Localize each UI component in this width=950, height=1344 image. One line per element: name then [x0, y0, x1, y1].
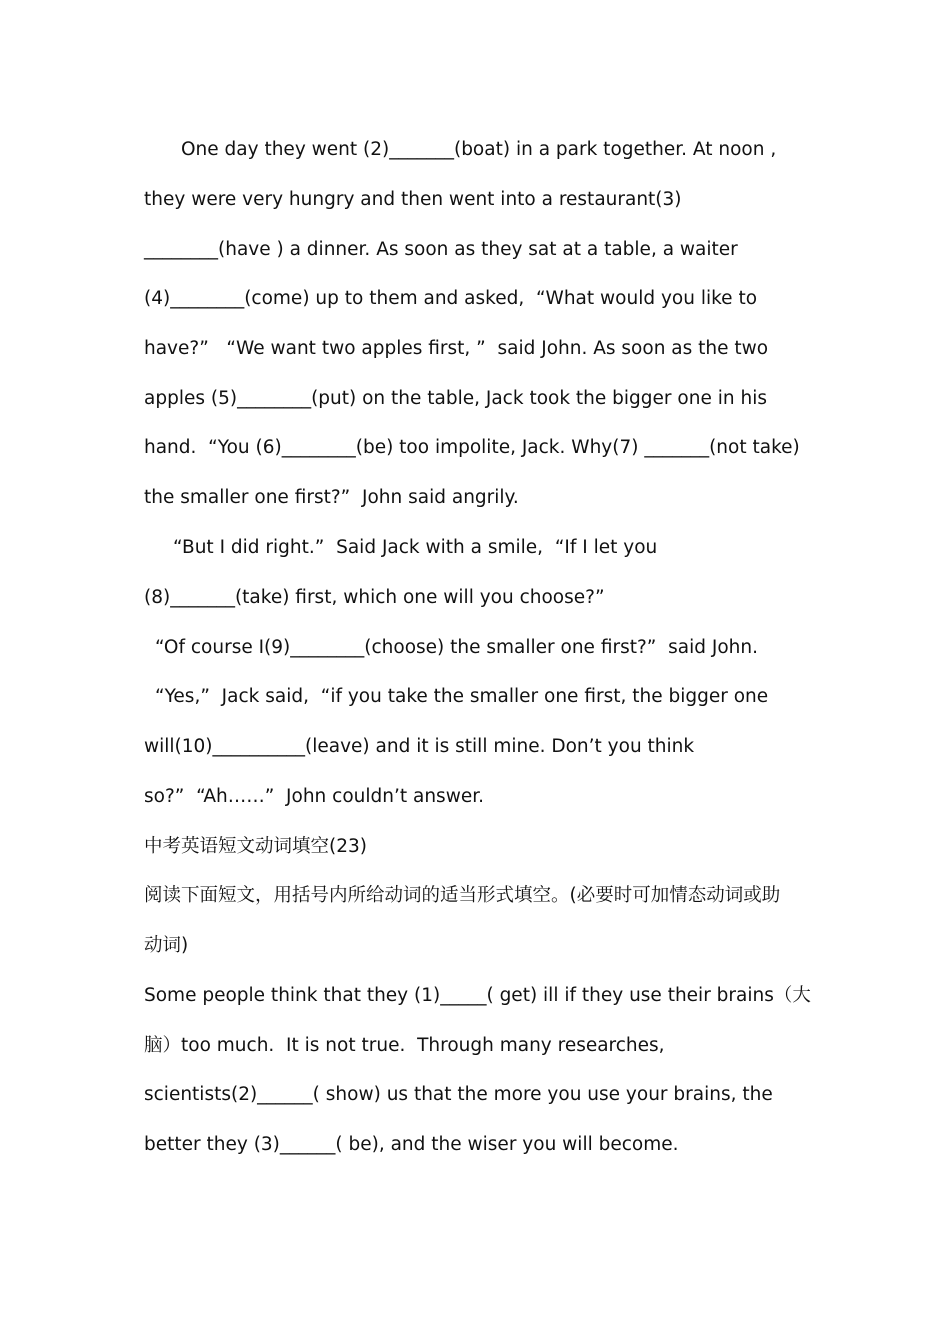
instructions-continued: 动词)	[144, 935, 189, 956]
text-line: “Of course I(9)________(choose) the smaller one first?” said John.	[155, 637, 758, 658]
text-line: (4)________(come) up to them and asked, “What would you like to	[144, 288, 758, 309]
text-line: will(10)__________(leave) and it is still mine. Don’t you think	[144, 736, 695, 757]
text-line: apples (5)________(put) on the table, Jack took the bigger one in his	[144, 388, 767, 409]
text-line: better they (3)______( be), and the wiser you will become.	[144, 1134, 679, 1155]
text-line: the smaller one first?” John said angrily.	[144, 487, 519, 508]
text-line: “Yes,” Jack said, “if you take the smaller one first, the bigger one	[155, 686, 769, 707]
instructions: 阅读下面短文，用括号内所给动词的适当形式填空。(必要时可加情态动词或助	[144, 885, 781, 906]
text-line: (8)_______(take) first, which one will you choose?”	[144, 587, 605, 608]
text-line: ________(have ) a dinner. As soon as they sat at a table, a waiter	[144, 239, 738, 260]
text-line: have?” “We want two apples first, ” said John. As soon as the two	[144, 338, 769, 359]
text-line: so?” “Ah……” John couldn’t answer.	[144, 786, 484, 807]
text-line: scientists(2)______( show) us that the more you use your brains, the	[144, 1084, 773, 1105]
text-line: One day they went (2)_______(boat) in a park together. At noon ,	[181, 139, 777, 160]
text-line: “But I did right.” Said Jack with a smile, “If I let you	[173, 537, 658, 558]
text-line: Some people think that they (1)_____( get) ill if they use their brains（大	[144, 985, 811, 1006]
text-line: hand. “You (6)________(be) too impolite, Jack. Why(7) _______(not take)	[144, 437, 800, 458]
text-line: they were very hungry and then went into a restaurant(3)	[144, 189, 682, 210]
section-title: 中考英语短文动词填空(23)	[144, 836, 367, 857]
text-line: 脑）too much. It is not true. Through many researches,	[144, 1035, 665, 1056]
